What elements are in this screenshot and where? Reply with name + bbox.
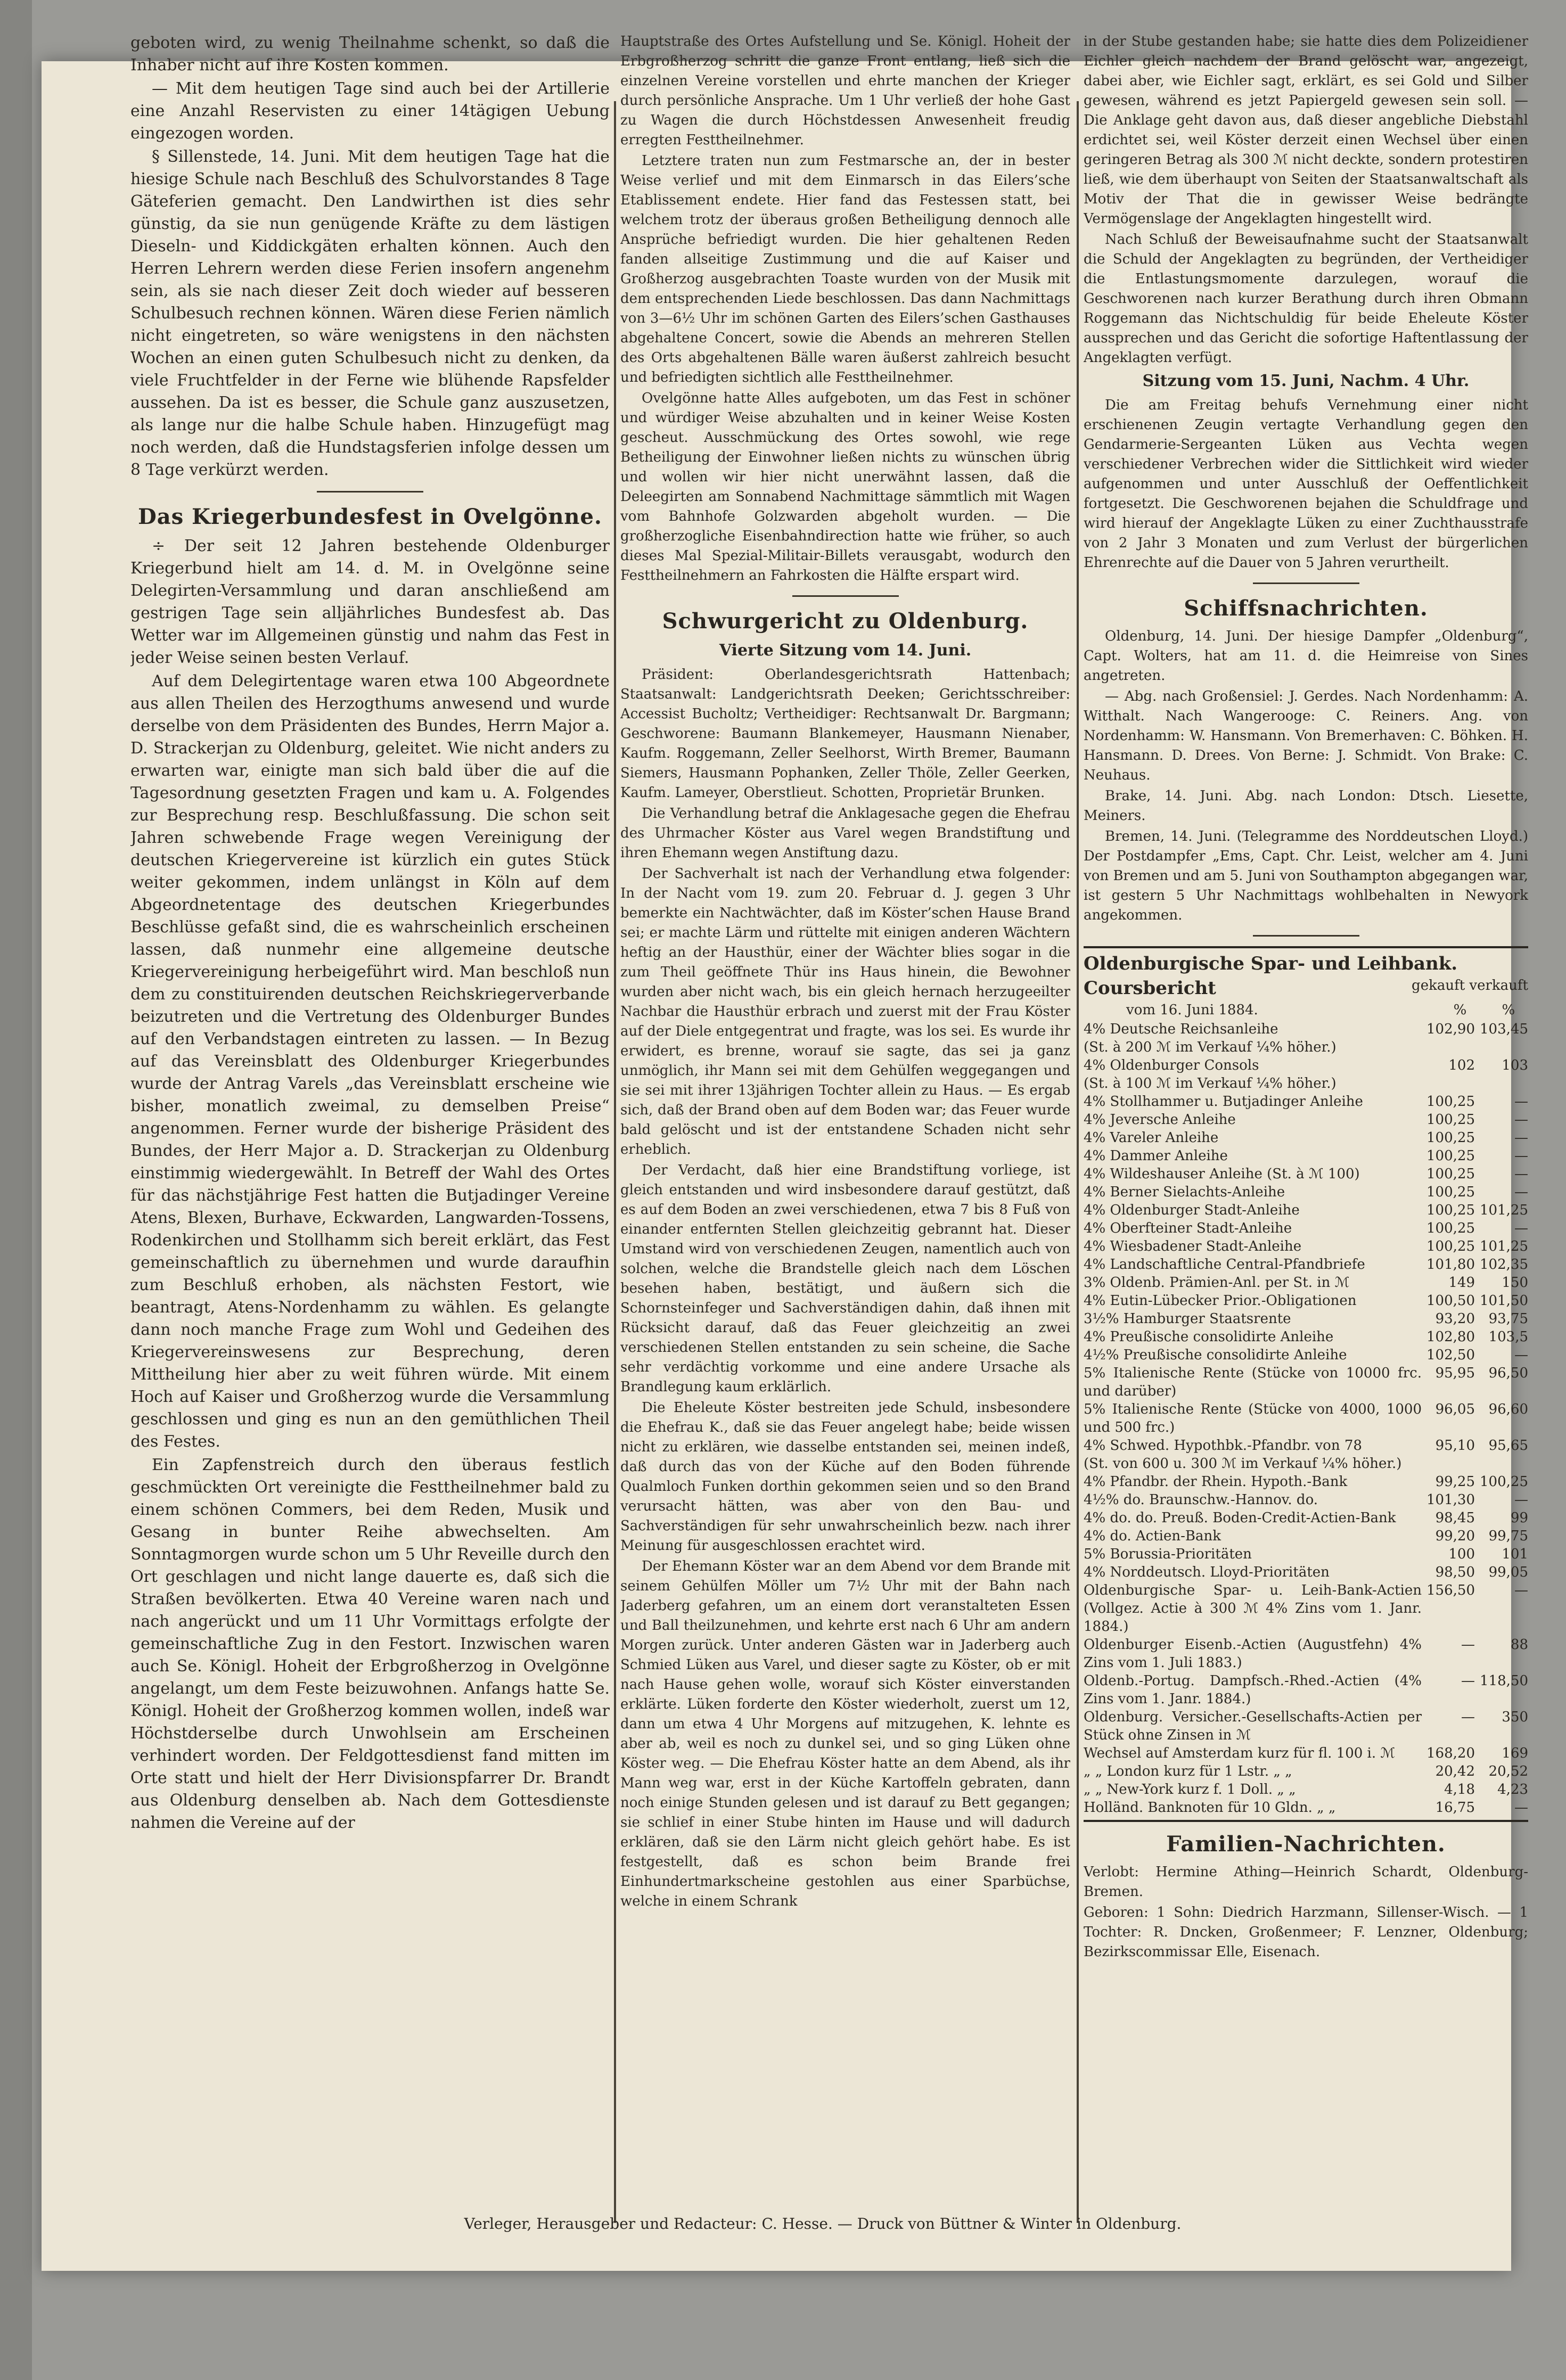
rate-row (1084, 1527, 1528, 1545)
rate-buy: 156,50 (1426, 1582, 1475, 1598)
rate-buy: 100,50 (1426, 1293, 1475, 1309)
rate-sell: 95,65 (1488, 1438, 1528, 1454)
rate-row (1084, 1056, 1528, 1074)
rate-row (1084, 1328, 1528, 1346)
rate-security: 3½% Hamburger Staatsrente (1084, 1311, 1291, 1327)
rate-sell: 101 (1502, 1546, 1528, 1562)
rate-security: 4% Dammer Anleihe (1084, 1148, 1228, 1164)
rate-security: 5% Borussia-Prioritäten (1084, 1546, 1252, 1562)
rate-sell: 101,50 (1480, 1293, 1528, 1309)
headline-familien: Familien-Nachrichten. (1166, 1832, 1446, 1857)
rate-row (1084, 1255, 1528, 1274)
rate-sell: 96,60 (1488, 1401, 1528, 1417)
rate-security: 4% Oberfteiner Stadt-Anleihe (1084, 1220, 1292, 1236)
rate-security: Oldenb.-Portug. Dampfsch.-Rhed.-Actien (4% Zins vom 1. Janr. 1884.) (1084, 1673, 1422, 1707)
rate-buy: — (1461, 1673, 1475, 1689)
article-text: Der Ehemann Köster war an dem Abend vor dem Brande mit seinem Gehülfen Möller um 7½ Uhr mit der Bahn nach Jaderberg gefahren, um an einem dort veranstalteten Essen und Ball theilzunehmen, und kehrte erst nach 6 Uhr am andern Morgen zurück. Unter anderen Gästen war in Jaderberg auch Schmied Lüken aus Varel, und dieser sagte zu Köster, ob er mit nach Hause gehen wolle, worauf sich Köster einverstanden erklärte. Lüken forderte den Köster wiederholt, zuerst um 12, dann um etwa 4 Uhr Morgens auf mitzugehen, K. lehnte es aber ab, weil es noch zu dunkel sei, und so ging Lüken ohne Köster weg. — Die Ehefrau Köster hatte an dem Abend, als ihr Mann weg war, erst in der Küche Kartoffeln gebraten, dann noch einige Stunden gelesen und ist darauf zu Bett gegangen; sie schlief in einer Stube hinten im Hause und will dadurch erklären, daß sie den Lärm nicht gleich gehört habe. Es ist festgestellt, daß es schon beim Brande frei Einhundertmarkscheine gestohlen aus einer Sparbüchse, welche in einem Schrank (620, 1558, 1070, 1909)
head-sell: verkauft (1469, 978, 1528, 994)
rate-row (1084, 1780, 1528, 1799)
rate-buy: 100,25 (1426, 1184, 1475, 1200)
rate-buy: 100,25 (1426, 1130, 1475, 1146)
rate-buy: 95,10 (1435, 1438, 1475, 1454)
rate-row (1084, 1183, 1528, 1201)
rate-buy: 101,80 (1426, 1257, 1475, 1273)
rate-row (1084, 1147, 1528, 1165)
column-rule (614, 101, 616, 2223)
ship-news: — Abg. nach Großensiel: J. Gerdes. Nach Nordenhamm: A. Witthalt. Nach Wangerooge: C. Reiners. Ang. von Nordenhamm: W. Hansmann. Von Bremerhaven: C. Böhken. H. Hansmann. D. Drees. Von Berne: J. Schmidt. Von Brake: C. Neuhaus. (1084, 688, 1528, 783)
separator (1253, 935, 1359, 937)
rate-security: 4½% do. Braunschw.-Hannov. do. (1084, 1492, 1318, 1508)
bank-rates-box (1084, 946, 1528, 1822)
headline-schwurgericht: Schwurgericht zu Oldenburg. (662, 609, 1029, 634)
rate-row (1084, 1165, 1528, 1183)
subheadline-sitzung: Vierte Sitzung vom 14. Juni. (719, 641, 972, 660)
rate-buy: — (1461, 1637, 1475, 1653)
rate-row (1084, 1636, 1528, 1672)
head-pct: % (1502, 1002, 1515, 1018)
bank-subtitle: Coursbericht (1084, 978, 1216, 999)
rate-sell: 93,75 (1488, 1311, 1528, 1327)
rate-buy: 95,95 (1435, 1365, 1475, 1381)
rate-sell: — (1514, 1800, 1528, 1816)
rate-row (1084, 1708, 1528, 1744)
article-text: Nach Schluß der Beweisaufnahme sucht der Staatsanwalt die Schuld der Angeklagten zu begründen, der Vertheidiger die Entlastungsmomente darzulegen, worauf die Geschworenen nach kurzer Berathung durch ihren Obmann Roggemann das Nichtschuldig für beide Eheleute Köster aussprechen und das Gericht die sofortige Haftentlassung der Angeklagten verfügt. (1084, 232, 1528, 366)
rate-buy (1422, 1038, 1475, 1056)
rate-sell: 96,50 (1488, 1365, 1528, 1381)
article-text: geboten wird, zu wenig Theilnahme schenkt, so daß die Inhaber nicht auf ihre Kosten kommen. (130, 34, 610, 75)
rate-security: „ „ London kurz für 1 Lstr. „ „ (1084, 1763, 1292, 1779)
rate-buy: 93,20 (1435, 1311, 1475, 1327)
rates-table (1084, 1020, 1528, 1817)
ship-news: Bremen, 14. Juni. (Telegramme des Norddeutschen Lloyd.) Der Postdampfer „Ems, Capt. Chr. Leist, welcher am 4. Juni von Bremen und am 5. Juni von Southampton abgegangen war, ist gestern 5 Uhr Nachmittags wohlbehalten in Newyork angekommen. (1084, 828, 1528, 923)
rate-row (1084, 1020, 1528, 1038)
rate-buy: 99,25 (1435, 1474, 1475, 1490)
rate-security: 3% Oldenb. Prämien-Anl. per St. in ℳ (1084, 1275, 1350, 1291)
article-text: — Mit dem heutigen Tage sind auch bei der Artillerie eine Anzahl Reservisten zu einer 14tägigen Uebung eingezogen worden. (130, 79, 610, 143)
subheadline-sitzung: Sitzung vom 15. Juni, Nachm. 4 Uhr. (1142, 372, 1470, 390)
rate-security: Wechsel auf Amsterdam kurz für fl. 100 i. ℳ (1084, 1745, 1396, 1761)
rate-sell: — (1514, 1166, 1528, 1182)
rate-row (1084, 1563, 1528, 1581)
rate-row (1084, 1744, 1528, 1762)
rate-security: 4% do. Actien-Bank (1084, 1528, 1221, 1544)
rate-security: 4% Norddeutsch. Lloyd-Prioritäten (1084, 1564, 1330, 1580)
rate-security: 4% Jeversche Anleihe (1084, 1112, 1236, 1128)
rate-security: Oldenburger Eisenb.-Actien (Augustfehn) 4% Zins vom 1. Juli 1883.) (1084, 1637, 1422, 1671)
column-rule (1077, 101, 1079, 2223)
rate-security: 4% Eutin-Lübecker Prior.-Obligationen (1084, 1293, 1357, 1309)
rate-buy: 100,25 (1426, 1112, 1475, 1128)
rate-sell: 103,45 (1480, 1021, 1528, 1037)
imprint-footer: Verleger, Herausgeber und Redacteur: C. Hesse. — Druck von Büttner & Winter in Oldenburg. (464, 2215, 1182, 2233)
rate-buy (1422, 1455, 1475, 1473)
rate-buy: 102,90 (1426, 1021, 1475, 1037)
rates-date-row (1084, 1000, 1528, 1020)
family-news: Geboren: 1 Sohn: Diedrich Harzmann, Sillenser-Wisch. — 1 Tochter: R. Dncken, Großenmeer; F. Lenzner, Oldenburg; Bezirkscommissar Elle, Eisenach. (1084, 1905, 1528, 1960)
rate-row (1084, 1129, 1528, 1147)
rate-buy: 100,25 (1426, 1166, 1475, 1182)
rate-row (1084, 1364, 1528, 1400)
rate-security: 5% Italienische Rente (Stücke von 4000, 1000 und 500 frc.) (1084, 1401, 1422, 1435)
article-text: Hauptstraße des Ortes Aufstellung und Se. Königl. Hoheit der Erbgroßherzog schritt die ganze Front entlang, ließ sich die einzelnen Vereine vorstellen und ehrte manchen der Krieger durch persönliche Ansprache. Um 1 Uhr verließ der hohe Gast zu Wagen die durch Höchstdessen Anwesenheit freudig erregten Festtheilnehmer. (620, 34, 1070, 148)
ship-news: Oldenburg, 14. Juni. Der hiesige Dampfer „Oldenburg“, Capt. Wolters, hat am 11. d. die Heimreise von Sines angetreten. (1084, 628, 1528, 684)
rate-row (1084, 1581, 1528, 1636)
article-text: ÷ Der seit 12 Jahren bestehende Oldenburger Kriegerbund hielt am 14. d. M. in Ovelgönne seine Delegirten-Versammlung und daran anschließend am gestrigen Tage sein alljährliches Bundesfest ab. Das Wetter war im Allgemeinen günstig und nahm das Fest in jeder Weise seinen besten Verlauf. (130, 537, 610, 667)
head-buy: gekauft (1412, 978, 1465, 994)
article-text: Auf dem Delegirtentage waren etwa 100 Abgeordnete aus allen Theilen des Herzogthums anwesend und wurde derselbe von dem Präsidenten des Bundes, Herrn Major a. D. Strackerjan zu Oldenburg, geleitet. Wie nicht anders zu erwarten war, einigte man sich bald über die auf die Tagesordnung gesetzten Fragen und kam u. A. Folgendes zur Besprechung resp. Beschlußfassung. Die schon seit Jahren schwebende Frage wegen Vereinigung der deutschen Kriegervereine ist kürzlich ein gutes Stück weiter gekommen, indem unlängst in Köln auf dem Abgeordnetentage des deutschen Kriegerbundes Beschlüsse gefaßt sind, die es wahrscheinlich erscheinen lassen, daß nunmehr eine allgemeine deutsche Kriegervereinigung herbeigeführt wird. Man beschloß nun dem zu constituirenden deutschen Reichskriegerverbande beizutreten und die Vertretung des Oldenburger Bundes auf den Verbandstagen eintreten zu lassen. — In Bezug auf das Vereinsblatt des Oldenburger Kriegerbundes wurde der Antrag Varels „das Vereinsblatt erscheine wie bisher, monatlich zweimal, zu demselben Preise“ angenommen. Ferner wurde der bisherige Präsident des Bundes, der Herr Major a. D. Strackerjan zu Oldenburg einstimmig wiedergewählt. In Betreff der Wahl des Ortes für das nächstjährige Fest hatten die Butjadinger Vereine Atens, Blexen, Burhave, Eckwarden, Langwarden-Tossens, Rodenkirchen und Stollhamm sich bereit erklärt, das Fest gemeinschaftlich zu übernehmen und wurde daraufhin zum Beschluß erhoben, als nächsten Festort, wie beantragt, Atens-Nordenhamm zu wählen. Es gelangte dann noch manche Frage zum Wohl und Gedeihen des Kriegervereinswesens zur Besprechung, deren Mittheilung hier aber zu weit führen würde. Mit einem Hoch auf Kaiser und Großherzog wurde die Versammlung geschlossen und ging es nun an den gemüthlichen Theil des Festes. (130, 672, 610, 1451)
rates-header (1084, 976, 1528, 1000)
rate-buy: 96,05 (1435, 1401, 1475, 1417)
rate-sell: 99,05 (1488, 1564, 1528, 1580)
bank-date: vom 16. Juni 1884. (1126, 1002, 1258, 1018)
rate-security: 4% Vareler Anleihe (1084, 1130, 1219, 1146)
rate-buy: 149 (1448, 1275, 1475, 1291)
rate-buy: 16,75 (1435, 1800, 1475, 1816)
rate-sell: 99,75 (1488, 1528, 1528, 1544)
rate-row (1084, 1201, 1528, 1219)
headline-schiffsnachrichten: Schiffsnachrichten. (1184, 596, 1428, 621)
rate-row (1084, 1473, 1528, 1491)
rate-buy: 98,45 (1435, 1510, 1475, 1526)
rate-buy: 102 (1448, 1057, 1475, 1073)
rate-security: 4% Pfandbr. der Rhein. Hypoth.-Bank (1084, 1474, 1348, 1490)
rate-sell: 169 (1502, 1745, 1528, 1761)
rate-security: (St. von 600 u. 300 ℳ im Verkauf ¼% höher.) (1084, 1456, 1402, 1472)
rate-security: 4% Stollhammer u. Butjadinger Anleihe (1084, 1094, 1363, 1110)
rate-buy: 100,25 (1426, 1220, 1475, 1236)
rate-security: 4% Schwed. Hypothbk.-Pfandbr. von 78 (1084, 1438, 1362, 1454)
rate-row (1084, 1455, 1528, 1473)
article-text: Ovelgönne hatte Alles aufgeboten, um das Fest in schöner und würdiger Weise abzuhalten und in keiner Weise Kosten gescheut. Ausschmückung des Ortes sowohl, wie rege Betheiligung der Einwohner ließen nichts zu wünschen übrig und wollen wir hier nicht unerwähnt lassen, daß die Deleegirten am Sonnabend Nachmittage sämmtlich mit Wagen vom Bahnhofe Golzwarden abgeholt wurden. — Die großherzogliche Eisenbahndirection hatte wie früher, so auch dieses Mal Spezial-Militair-Billets verausgabt, wodurch den Festtheilnehmern an Fahrkosten die Hälfte erspart wird. (620, 390, 1070, 584)
rate-sell: — (1514, 1220, 1528, 1236)
column-3 (1084, 32, 1528, 2172)
article-text: Die Eheleute Köster bestreiten jede Schuld, insbesondere die Ehefrau K., daß sie das Feuer angelegt habe; beide wissen nicht zu erklären, wie dasselbe entstanden sei, meinen indeß, daß durch das von der Küche auf den Boden führende Qualmloch Funken dorthin gekommen seien und so den Brand verursacht hätten, was aber von den Bau- und Sachverständigen für sehr unwahrscheinlich bezw. nach ihrer Meinung für ausgeschlossen erachtet wird. (620, 1400, 1070, 1554)
rate-buy: 100 (1448, 1546, 1475, 1562)
rate-row (1084, 1237, 1528, 1255)
rate-row (1084, 1491, 1528, 1509)
rate-buy: 98,50 (1435, 1564, 1475, 1580)
rate-buy: 100,25 (1426, 1202, 1475, 1218)
rate-sell: — (1514, 1184, 1528, 1200)
rate-sell: 20,52 (1488, 1763, 1528, 1779)
article-text: in der Stube gestanden habe; sie hatte dies dem Polizeidiener Eichler gleich nachdem der Brand gelöscht war, angezeigt, dabei aber, wie Eichler sagt, erklärt, es sei Gold und Silber gewesen, während es jetzt Papiergeld gewesen sein soll. — Die Anklage geht davon aus, daß dieser angebliche Diebstahl erdichtet sei, weil Köster derzeit einen Wechsel über einen geringeren Betrag als 300 ℳ nicht deckte, sondern protestiren ließ, wie dem überhaupt von Seiten der Staatsanwaltschaft als Motiv der That die in gewisser Weise bedrängte Vermögenslage der Angeklagten hingestellt wird. (1084, 34, 1528, 227)
rate-security: (St. à 100 ℳ im Verkauf ¼% höher.) (1084, 1076, 1337, 1091)
rate-buy: — (1461, 1709, 1475, 1725)
separator (317, 491, 423, 493)
rate-row (1084, 1038, 1528, 1056)
rate-sell: — (1514, 1582, 1528, 1598)
rate-security: 4% Wildeshauser Anleihe (St. à ℳ 100) (1084, 1166, 1360, 1182)
rate-sell (1475, 1038, 1528, 1056)
rate-row (1084, 1545, 1528, 1563)
rate-sell: 118,50 (1480, 1673, 1528, 1689)
rate-sell (1475, 1455, 1528, 1473)
article-text: Der Sachverhalt ist nach der Verhandlung etwa folgender: In der Nacht vom 19. zum 20. Februar d. J. gegen 3 Uhr bemerkte ein Nachtwächter, daß im Köster’schen Hause Brand sei; er machte Lärm und rüttelte mit einigen anderen Wächtern heftig an der Hausthür, einer der Wächter blies sogar in die zum Theil geöffnete Thür ins Haus hinein, die Bewohner wurden aber nicht wach, bis ein gleich hernach herzugeeilter Nachbar die Hausthür erbrach und zuerst mit der Frau Köster auf der Diele entgegentrat und fragte, was los sei. Es wurde ihr erwidert, es brenne, worauf sie sagte, das sei ja ganz unmöglich, ihr Mann sei mit dem Gehülfen weggegangen und sie sei mit ihrer 13jährigen Tochter allein zu Haus. — Es ergab sich, daß der Brand oben auf dem Boden war; das Feuer wurde bald gelöscht und ist der entstandene Schaden nicht sehr erheblich. (620, 866, 1070, 1158)
rate-sell: — (1514, 1492, 1528, 1508)
article-text: Die Verhandlung betraf die Anklagesache gegen die Ehefrau des Uhrmacher Köster aus Varel wegen Brandstiftung und ihren Ehemann wegen Anstiftung dazu. (620, 806, 1070, 861)
rate-row (1084, 1292, 1528, 1310)
rate-sell: 350 (1502, 1709, 1528, 1725)
rate-sell: 150 (1502, 1275, 1528, 1291)
rate-security: Oldenburgische Spar- u. Leih-Bank-Actien (Vollgez. Actie à 300 ℳ 4% Zins vom 1. Janr. 1884.) (1084, 1582, 1422, 1635)
bank-title: Oldenburgische Spar- und Leihbank. (1084, 953, 1458, 974)
rate-row (1084, 1219, 1528, 1237)
rate-security: 4% Deutsche Reichsanleihe (1084, 1021, 1278, 1037)
column-2 (620, 32, 1070, 2172)
rate-buy: 4,18 (1444, 1782, 1475, 1798)
rate-row (1084, 1346, 1528, 1364)
rate-sell: 101,25 (1480, 1202, 1528, 1218)
scan-edge (0, 0, 32, 2380)
rate-security: 4% Oldenburger Stadt-Anleihe (1084, 1202, 1300, 1218)
rate-buy: 20,42 (1435, 1763, 1475, 1779)
rate-security: 4% Preußische consolidirte Anleihe (1084, 1329, 1334, 1345)
article-text: Ein Zapfenstreich durch den überaus festlich geschmückten Ort vereinigte die Festtheilnehmer bald zu einem schönen Commers, bei dem Reden, Musik und Gesang in bunter Reihe abwechselten. Am Sonntagmorgen wurde schon um 5 Uhr Reveille durch den Ort geschlagen und nicht lange dauerte es, daß sich die Straßen bevölkerten. Etwa 40 Vereine waren nach und nach angerückt und um 11 Uhr Vormittags erfolgte der gemeinschaftliche Zug in den Festort. Inzwischen waren auch Se. Königl. Hoheit der Erbgroßherzog in Ovelgönne angelangt, um dem Feste beizuwohnen. Anfangs hatte Se. Königl. Hoheit der Großherzog kommen wollen, indeß war Höchstderselbe durch Unwohlsein am Erscheinen verhindert worden. Der Feldgottesdienst fand mitten im Orte statt und hielt der Herr Divisionspfarrer Dr. Brandt aus Oldenburg denselben ab. Nach dem Gottesdienste nahmen die Vereine auf der (130, 1456, 610, 1832)
rate-sell (1475, 1074, 1528, 1093)
article-text: § Sillenstede, 14. Juni. Mit dem heutigen Tage hat die hiesige Schule nach Beschluß des Schulvorstandes 8 Tage Gäteferien gemacht. Den Landwirthen ist dies sehr günstig, da sie nun genügende Kräfte zu dem lästigen Dieseln- und Kiddickgäten erhalten können. Auch den Herren Lehrern werden diese Ferien insofern angenehm sein, als sie nach dieser Zeit doch wieder auf besseren Schulbesuch rechnen können. Wären diese Ferien nämlich nicht eingetreten, so wäre wenigstens in den nächsten Wochen an einen guten Schulbesuch nicht zu denken, da viele Fruchtfelder in der Ferne wie blühende Rapsfelder aussehen. Da ist es besser, die Schule ganz auszusetzen, als lange nur die halbe Schule haben. Hinzugefügt mag noch werden, daß die Hundstagsferien infolge dessen um 8 Tage verkürzt werden. (130, 147, 610, 479)
rate-sell: 102,35 (1480, 1257, 1528, 1273)
rate-security: 4½% Preußische consolidirte Anleihe (1084, 1347, 1347, 1363)
rate-security: Oldenburg. Versicher.-Gesellschafts-Actien per Stück ohne Zinsen in ℳ (1084, 1709, 1422, 1743)
rate-row (1084, 1093, 1528, 1111)
article-text: Letztere traten nun zum Festmarsche an, der in bester Weise verlief und mit dem Einmarsch in das Eilers’sche Etablissement endete. Hier fand das Festessen statt, bei welchem trotz der überaus großen Betheiligung dennoch alle Ansprüche befriedigt wurden. Die hier gehaltenen Reden fanden allseitige Zustimmung und die auf Kaiser und Großherzog ausgebrachten Toaste wurden von der Musik mit dem entsprechenden Liede beschlossen. Das dann Nachmittags von 3—6½ Uhr im schönen Garten des Eilers’schen Gasthauses abgehaltene Concert, sowie die Abends an mehreren Stellen des Orts abgehaltenen Bälle waren äußerst zahlreich besucht und befriedigten sichtlich alle Festtheilnehmer. (620, 153, 1070, 385)
rate-row (1084, 1074, 1528, 1093)
rate-buy: 99,20 (1435, 1528, 1475, 1544)
rate-security: 4% Berner Sielachts-Anleihe (1084, 1184, 1285, 1200)
head-pct: % (1453, 1002, 1467, 1018)
family-news: Verlobt: Hermine Athing—Heinrich Schardt, Oldenburg-Bremen. (1084, 1864, 1528, 1900)
rate-sell: 88 (1510, 1637, 1528, 1653)
rate-security: 4% do. do. Preuß. Boden-Credit-Actien-Bank (1084, 1510, 1396, 1526)
rate-row (1084, 1672, 1528, 1708)
rate-row (1084, 1310, 1528, 1328)
headline-kriegerbundesfest: Das Kriegerbundesfest in Ovelgönne. (138, 504, 602, 529)
rate-security: 5% Italienische Rente (Stücke von 10000 frc. und darüber) (1084, 1365, 1422, 1399)
rate-security: 4% Landschaftliche Central-Pfandbriefe (1084, 1257, 1365, 1273)
rate-sell: 4,23 (1497, 1782, 1528, 1798)
rate-buy: 100,25 (1426, 1148, 1475, 1164)
rate-sell: 103 (1502, 1057, 1528, 1073)
rate-sell: 100,25 (1480, 1474, 1528, 1490)
rate-row (1084, 1762, 1528, 1780)
article-text: Die am Freitag behufs Vernehmung einer nicht erschienenen Zeugin vertagte Verhandlung gegen den Gendarmerie-Sergeanten Lüken aus Vechta wegen verschiedener Verbrechen wider die Sittlichkeit wird wieder aufgenommen und unter Ausschluß der Oeffentlichkeit fortgesetzt. Die Geschworenen bejahen die Schuldfrage und wird hierauf der Angeklagte Lüken zu einer Zuchthausstrafe von 2 Jahr 3 Monaten und zum Verlust der bürgerlichen Ehrenrechte auf die Dauer von 5 Jahren verurtheilt. (1084, 397, 1528, 571)
rate-sell: — (1514, 1094, 1528, 1110)
rate-row (1084, 1400, 1528, 1437)
separator (792, 595, 899, 597)
rate-sell: — (1514, 1130, 1528, 1146)
rate-buy: 100,25 (1426, 1094, 1475, 1110)
rate-buy: 101,30 (1426, 1492, 1475, 1508)
rate-buy: 102,50 (1426, 1347, 1475, 1363)
rate-security: 4% Oldenburger Consols (1084, 1057, 1259, 1073)
ship-news: Brake, 14. Juni. Abg. nach London: Dtsch. Liesette, Meiners. (1084, 788, 1528, 824)
rate-row (1084, 1111, 1528, 1129)
rate-security: 4% Wiesbadener Stadt-Anleihe (1084, 1238, 1302, 1254)
article-text: Präsident: Oberlandesgerichtsrath Hattenbach; Staatsanwalt: Landgerichtsrath Deeken; Gerichtsschreiber: Accessist Bucholtz; Vertheidiger: Rechtsanwalt Dr. Bargmann; Geschworene: Baumann Blankemeyer, Hausmann Nienaber, Kaufm. Roggemann, Zeller Seelhorst, Wirth Bremer, Baumann Siemers, Hausmann Pophanken, Zeller Thöle, Zeller Geerken, Kaufm. Lameyer, Oberstlieut. Schotten, Proprietär Brunken. (620, 667, 1070, 801)
rate-buy: 102,80 (1426, 1329, 1475, 1345)
rate-sell: 103,5 (1488, 1329, 1528, 1345)
rate-security: (St. à 200 ℳ im Verkauf ¼% höher.) (1084, 1039, 1337, 1055)
article-text: Der Verdacht, daß hier eine Brandstiftung vorliege, ist gleich entstanden und wird insbesondere darauf gestützt, daß es auf dem Boden an zwei verschiedenen, etwa 7 bis 8 Fuß von einander entfernten Stellen gleichzeitig gebrannt hat. Dieser Umstand wird von verschiedenen Zeugen, namentlich auch von solchen, welche die Brandstelle gleich nach dem Löschen besehen haben, bestätigt, und äußern sich die Schornsteinfeger und Sachverständigen dahin, daß ihnen mit Rücksicht darauf, daß das Feuer gleichzeitig an zwei verschiedenen Stellen entstanden zu sein scheine, die Sache sehr verdächtig vorkomme und eine andere Ursache als Brandlegung kaum erklärlich. (620, 1162, 1070, 1395)
rate-buy: 168,20 (1426, 1745, 1475, 1761)
rate-buy (1422, 1074, 1475, 1093)
separator (1253, 582, 1359, 584)
rate-row (1084, 1274, 1528, 1292)
rate-buy: 100,25 (1426, 1238, 1475, 1254)
rate-sell: 101,25 (1480, 1238, 1528, 1254)
rate-security: „ „ New-York kurz f. 1 Doll. „ „ (1084, 1782, 1296, 1798)
rate-row (1084, 1437, 1528, 1455)
rate-row (1084, 1509, 1528, 1527)
rate-row (1084, 1799, 1528, 1817)
rate-sell: 99 (1510, 1510, 1528, 1526)
rate-security: Holländ. Banknoten für 10 Gldn. „ „ (1084, 1800, 1336, 1816)
rate-sell: — (1514, 1148, 1528, 1164)
rate-sell: — (1514, 1347, 1528, 1363)
rate-sell: — (1514, 1112, 1528, 1128)
column-1 (130, 32, 610, 2172)
